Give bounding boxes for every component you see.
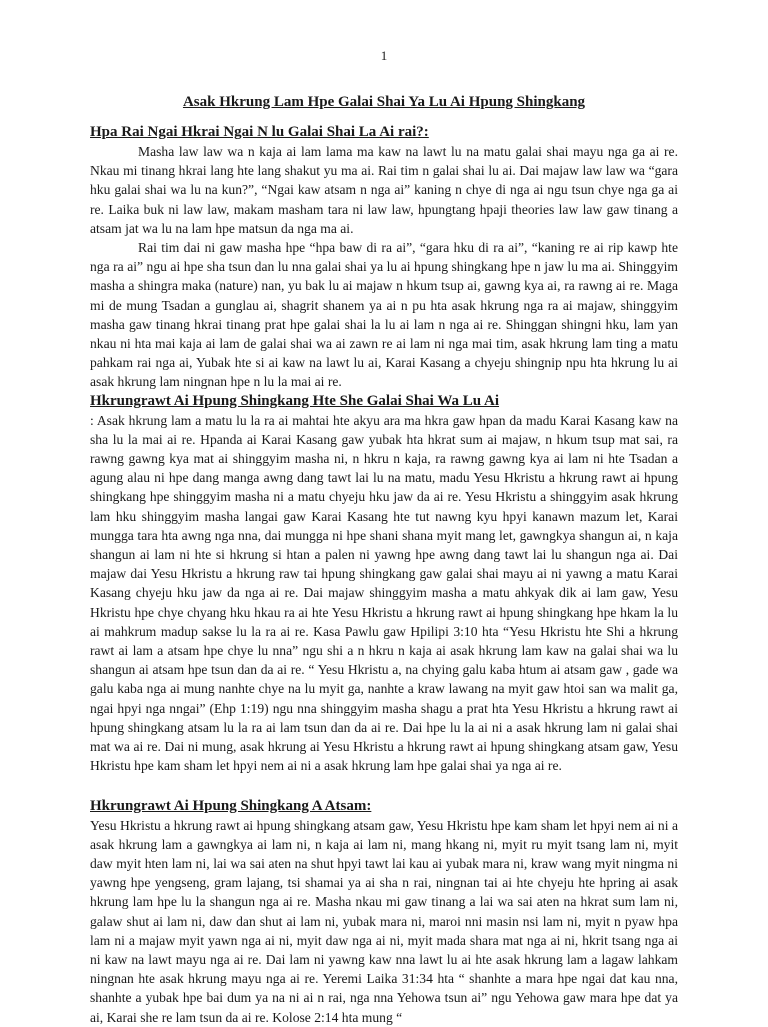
paragraph-1: Masha law law wa n kaja ai lam lama ma kaw na lawt lu na matu galai shai mayu nga ga ai re. Nkau mi tinang hkrai lang hte lang shakut yu ma ai. Rai tim n galai shai lu ai. Dai majaw law law wa “gara hku galai shai wa lu na kun?”, “Ngai kaw atsam n nga ai” kaning n chye di nga ai ngu tsun chye nga ga ai re. Laika buk ni law law, makam masham tara ni law law, hpungtang hpaji theories law law gaw tinang a atsam jat wa lu na lam hpe matsun da nga ma ai. <box>90 144 678 236</box>
section-heading-3: Hkrungrawt Ai Hpung Shingkang A Atsam: <box>90 797 372 814</box>
paragraph-3: : Asak hkrung lam a matu lu la ra ai mahtai hte akyu ara ma hkra gaw hpan da madu Karai Kasang kaw na sha lu la mai ai re. Hpanda ai Karai Kasang gaw yubak hta hkrat sum ai majaw, n hkum tsup mat sai, ra rawng gawng kya mat ai shinggyim masha ni, n hkru n kaja, ra rawng gawng kya ai lam ni hte Tsadan a agung alau ni hpe dang manga awng dang tawt lai lu na matu, madu Yesu Hkristu a hkrung rawt ai hpung shingkang hpe shinggyim masha ni a matu chyeju hku jaw da ai re. Yesu Hkristu a shinggyim asak hkrung lam hku shinggyim masha langai gaw Karai Kasang hte tut nawng kyu hpyi kanawn mazum let, Karai mungga tara hta awng nga nna, dai mungga ni hpe shani shana myit mang let, gawngkya shangun ai, n kaja shangun ai lam ni hte si hkrung si htan a palen ni yawng hpe awng dang tawt lai lu shangun nga ai. Dai majaw dai Yesu Hkristu a hkrung raw tai hpung shingkang gaw galai shai mayu ai ni yawng a matu Karai Kasang chyeju hku jaw da nga ai re. Dai majaw shinggyim masha a matu ahkyak dik ai lam gaw, Yesu Hkristu hpe chye chyang hku hkau ra ai hte Yesu Hkristu a hkrung rawt ai hpung shingkang hpe hkam la lu ai mahkrum madup sakse lu la ra ai re. Kasa Pawlu gaw Hpilipi 3:10 hta “Yesu Hkristu hte Shi a hkrung rawt ai lam a atsam hpe chye lu nna” ngu shi a n hkru n kaja ai asak hkrung lam kaw na galai shai wa lu shangun ai atsam hpe tsun dan da ai re. “ Yesu Hkristu a, na chying galu kaba htum ai atsam gaw , gade wa galu kaba nga ai mung nanhte chye na lu myit ga, nanhte a kraw lawang na myit gaw htoi san wa malit ga, ngai hpyi nga nngai” (Ehp 1:19) ngu nna shinggyim masha shagu a prat hta Yesu Hkristu a hkrung rawt ai hpung shingkang atsam lu la ra ai lam tsun dan da ai re. Dai hpe lu la ai ni a asak hkrung lam ni galai shai mat wa ai re. Dai ni mung, asak hkrung ai Yesu Hkristu a hkrung rawt ai hpung shingkang atsam gaw, Yesu Hkristu hpe kam sham let hpyi nem ai ni a asak hkrung lam hpe galai shai ya nga ai re. <box>90 412 678 774</box>
section-heading-1: Hpa Rai Ngai Hkrai Ngai N lu Galai Shai La Ai rai?: <box>90 124 429 140</box>
document-body <box>90 123 678 1027</box>
page-number: 1 <box>380 48 388 63</box>
section-heading-2: Hkrungrawt Ai Hpung Shingkang Hte She Galai Shai Wa Lu Ai <box>90 392 500 409</box>
paragraph-2: Rai tim dai ni gaw masha hpe “hpa baw di ra ai”, “gara hku di ra ai”, “kaning re ai rip kawp hte nga ra ai” ngu ai hpe sha tsun dan lu nna galai shai ya lu ai hpung shingkang hpe n jaw lu ma ai. Shinggyim masha a shingra maka (nature) nan, yu bak lu ai majaw n hkum tsup ai, gawng kya ai, ra rawng ai re. Maga mi de mung Tsadan a gunglau ai, shagrit shanem ya ai n pu hta asak hkrung nga ra ai majaw, shinggyim masha gaw tinang hkrai tinang prat hpe galai shai la lu ai lam n nga ai re. Shinggan shingni hku, lam yan nkau ni hta mai kaja ai lam de galai shai wa ai zawn re ai lam ni nga mai tim, asak hkrung lam ting a matu pahkam rai nga ai, Yubak hte si ai kaw na lawt lu ai, Karai Kasang a chyeju shingnip npu hta hkrung lu ai asak hkrung lam ningnan hpe n lu la mai ai re. <box>90 240 678 390</box>
paragraph-4: Yesu Hkristu a hkrung rawt ai hpung shingkang atsam gaw, Yesu Hkristu hpe kam sham let hpyi nem ai ni a asak hkrung lam a gawngkya ai lam ni, n kaja ai lam ni, mang hkang ni, myit ru myit tsang lam ni, myit daw myit hten lam ni, lai wa sai aten na shut hpyi tawt lai kau ai yubak mara ni, kraw wang myit ningma ni yawng hpe yengseng, gram lajang, tsi shamai ya ai sha n rai, ningnan tai ai hte chyeju hte hpring ai asak hkrung lam hpe lu la shangun nga ai re. Masha nkau mi gaw tinang a lai wa sai aten na hkrat sum lam ni, galaw shut ai lam ni, daw dan shut ai lam ni, yubak mara ni, maroi nni masin nsi lam ni, myit n pyaw hpa lam ni a majaw myit yawn nga ai ni, myit daw nga ai ni, myit mada shara mat nga ai ni, hkrit tsang nga ai ni kaw na lawt mayu nga ai re. Dai lam ni yawng kaw nna lawt lu ai hte asak hkrung lam a lagaw lahkam ningnan hte asak hkrung mayu nga ai re. Yeremi Laika 31:34 hta “ shanhte a mara hpe ngai dat kau nna, shanhte a yubak hpe bai dum ya na ni ai n rai, nga nna Yehowa tsun ai” ngu Yehowa gaw mara hpe dat ya ai, Karai she re lam tsun da ai re. Kolose 2:14 hta mung “ <box>90 817 678 1025</box>
document-title: Asak Hkrung Lam Hpe Galai Shai Ya Lu Ai Hpung Shingkang <box>182 94 586 110</box>
